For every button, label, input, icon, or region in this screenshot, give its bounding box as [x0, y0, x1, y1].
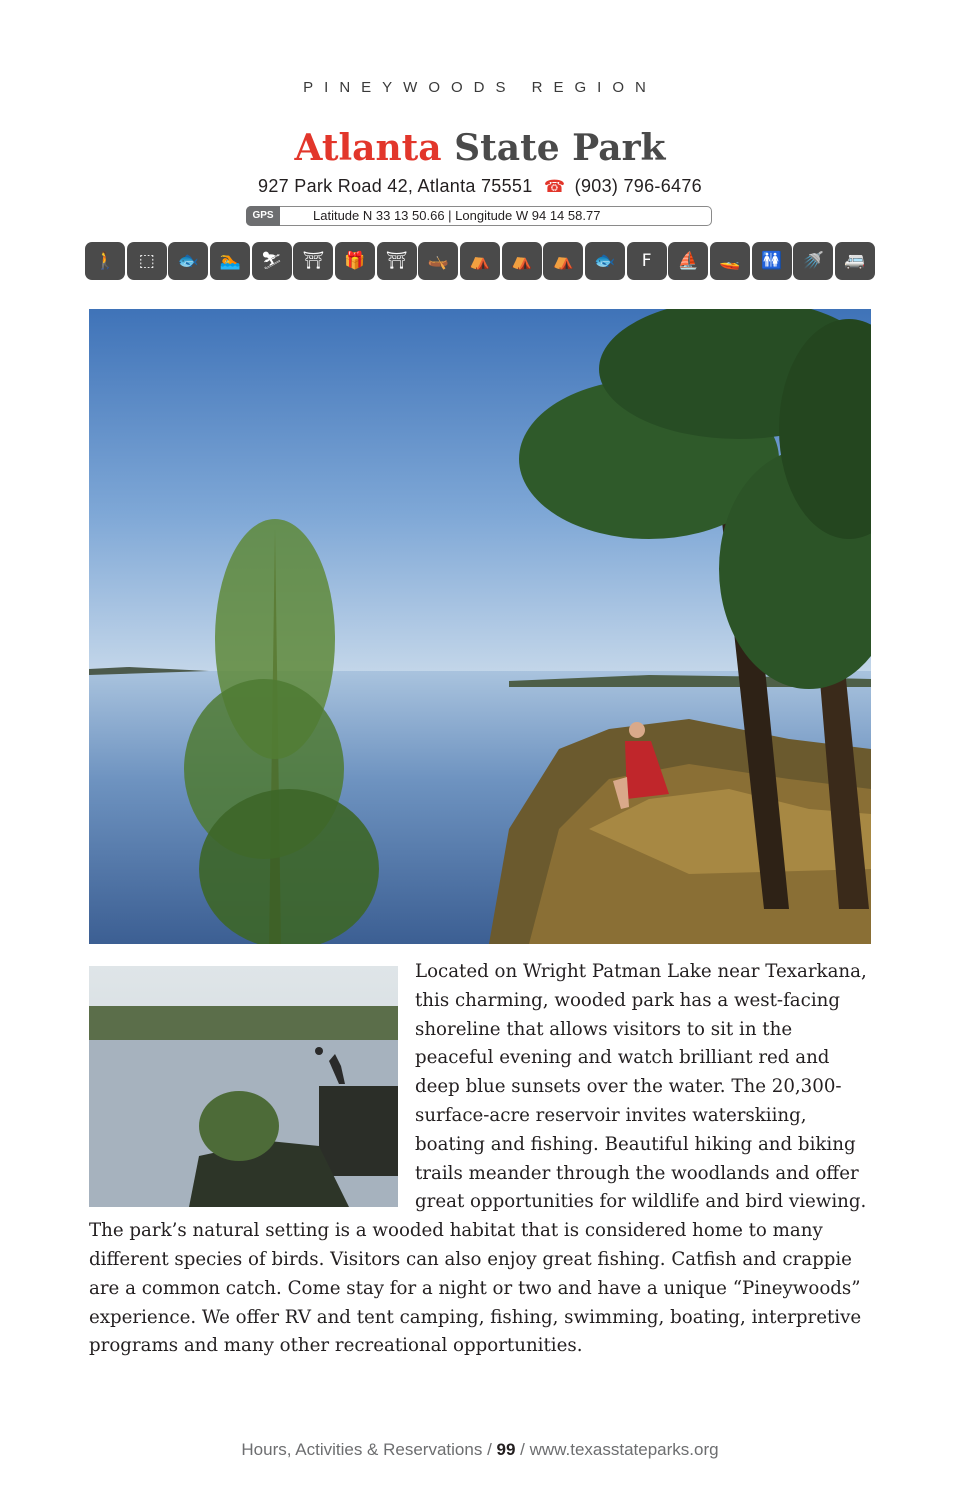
rv-dump-station-icon: 🚐 [835, 242, 875, 280]
gift-shop-icon: 🎁 [335, 242, 375, 280]
page-number: 99 [496, 1440, 516, 1459]
tent-camping-icon: ⛺ [460, 242, 500, 280]
address-line [0, 176, 960, 197]
group-picnic-icon: ⛩ [377, 242, 417, 280]
water-skiing-icon: ⛷ [252, 242, 292, 280]
gps-coordinates: Latitude N 33 13 50.66 | Longitude W 94 14 58.77 [313, 208, 601, 223]
body-text [89, 958, 871, 1361]
boat-rental-icon: 🚤 [710, 242, 750, 280]
fishing-icon: 🐟 [168, 242, 208, 280]
footer-label: Hours, Activities & Reservations [241, 1440, 483, 1459]
swimming-icon: 🏊 [210, 242, 250, 280]
page-title [0, 124, 960, 172]
title-highlight: Atlanta [294, 127, 442, 169]
canoe-icon: 🛶 [418, 242, 458, 280]
phone-icon: ☎ [543, 177, 566, 196]
gps-badge: GPS [246, 206, 280, 226]
gps-box [246, 206, 712, 226]
picnic-icon: ⛩ [293, 242, 333, 280]
page-footer: Hours, Activities & Reservations / 99 / www.texasstateparks.org [241, 1440, 719, 1459]
shower-icon: 🚿 [793, 242, 833, 280]
region-heading: PINEYWOODS REGION [303, 79, 657, 96]
park-description: Located on Wright Patman Lake near Texarkana, this charming, wooded park has a west-facing shoreline that allows visitors to sit in the peaceful evening and watch brilliant red and deep blue sunsets over the water. The 20,300-surface-acre reservoir invites waterskiing, boating and fishing. Beautiful hiking and biking trails meander through the woodlands and offer great opportunities for wildlife and bird viewing. The park’s natural setting is a wooded habitat that is considered home to many different species of birds. Visitors can also enjoy great fishing. Catfish and crappie are a common catch. Come stay for a night or two and have a unique “Pineywoods” experience. We offer RV and tent camping, fishing, swimming, boating, interpretive programs and many other recreational opportunities. [89, 961, 867, 1357]
facilities-icon: F [627, 242, 667, 280]
camping-water-electric-icon: ⛺ [502, 242, 542, 280]
nature-trail-icon: ⬚ [127, 242, 167, 280]
title-rest: State Park [454, 127, 666, 169]
primitive-camping-icon: ⛺ [543, 242, 583, 280]
phone-number: (903) 796-6476 [574, 176, 702, 196]
address-text: 927 Park Road 42, Atlanta 75551 [258, 176, 533, 196]
fish-cleaning-icon: 🐟 [585, 242, 625, 280]
hiking-icon: 🚶 [85, 242, 125, 280]
amenity-icon-row [85, 242, 875, 280]
main-lake-photo [89, 309, 871, 944]
boat-ramp-icon: ⛵ [668, 242, 708, 280]
footer-url[interactable]: www.texasstateparks.org [529, 1440, 719, 1459]
restrooms-icon: 🚻 [752, 242, 792, 280]
